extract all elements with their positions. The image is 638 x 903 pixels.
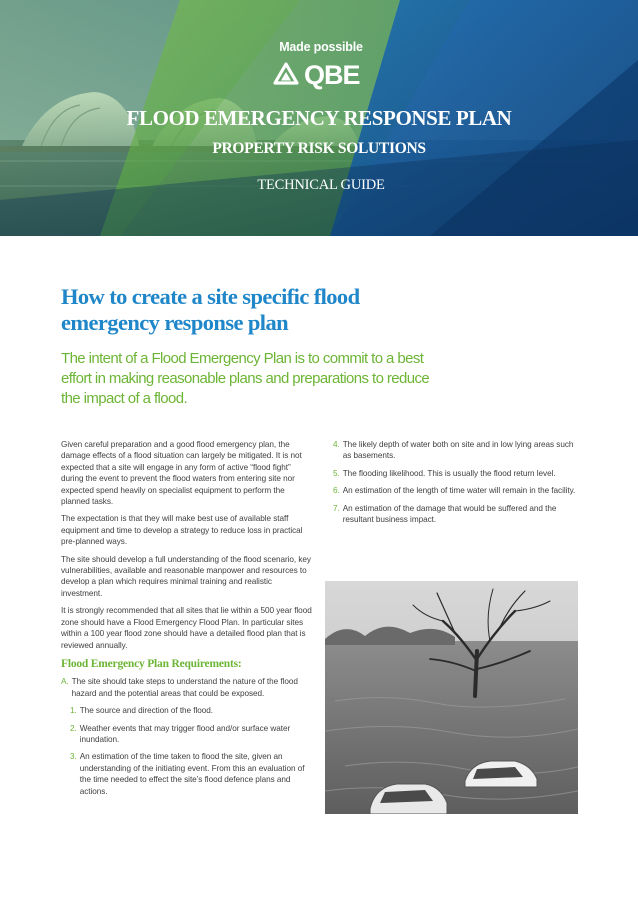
- body-paragraph: The site should develop a full understanding of the flood scenario, key vulnerabilities, available and reasonable manpower and resources to develop a plan which requires minimal training and realistic investment.: [61, 554, 311, 598]
- list-item-text: An estimation of the time taken to flood the site, given an understanding of the initiating event. From this an evaluation of the time needed to effect the site’s flood defence plans and actions.: [79, 752, 305, 796]
- flood-photo: [325, 581, 578, 814]
- list-item-a: [61, 676, 313, 699]
- list-marker: 4.: [333, 440, 340, 449]
- document-subtitle: PROPERTY RISK SOLUTIONS: [212, 140, 426, 157]
- main-heading: [61, 284, 511, 336]
- list-item-text: The site should take steps to understand the nature of the flood hazard and the potential areas that could be exposed.: [71, 677, 298, 698]
- body-paragraph: Given careful preparation and a good flood emergency plan, the damage effects of a flood situation can largely be mitigated. It is not expected that a site will engage in any form of active “flood fight” during the event to prevent the flood waters from entering site nor expected spend heavily on specialist equipment to perform the planned tasks.: [61, 440, 302, 507]
- intro-line-2: effort in making reasonable plans and preparations to reduce: [61, 370, 430, 387]
- qbe-triangle-icon: [272, 61, 300, 89]
- body-paragraph: The expectation is that they will make best use of available staff equipment and time to develop a strategy to reduce loss in practical pre-planned ways.: [61, 514, 303, 547]
- header-banner: [0, 0, 638, 236]
- list-marker: 7.: [333, 503, 340, 513]
- list-item: [333, 468, 578, 479]
- list-item: [333, 503, 578, 526]
- list-item: [70, 751, 313, 797]
- list-item-text: An estimation of the damage that would be suffered and the resultant business impact.: [342, 503, 557, 525]
- list-item: [333, 485, 578, 496]
- list-item: [70, 723, 313, 746]
- requirements-heading: Flood Emergency Plan Requirements:: [61, 657, 242, 670]
- list-item-text: The likely depth of water both on site and in low lying areas such as basements.: [342, 440, 574, 461]
- brand-tagline: Made possible: [279, 40, 363, 54]
- logo-wordmark: QBE: [304, 60, 360, 90]
- list-item-text: The source and direction of the flood.: [79, 706, 214, 716]
- main-heading-line-1: How to create a site specific flood: [61, 284, 360, 309]
- list-marker: 3.: [70, 752, 77, 762]
- qbe-logo: [272, 60, 372, 90]
- left-column: [61, 439, 313, 803]
- list-item-text: Weather events that may trigger flood and/or surface water inundation.: [79, 723, 291, 744]
- intro-line-1: The intent of a Flood Emergency Plan is to commit to a best: [61, 350, 424, 367]
- document-title: FLOOD EMERGENCY RESPONSE PLAN: [126, 106, 512, 130]
- document-type-label: TECHNICAL GUIDE: [257, 177, 385, 193]
- list-marker: 1.: [70, 706, 77, 716]
- list-marker: 5.: [333, 468, 340, 478]
- intro-line-3: the impact of a flood.: [61, 390, 188, 407]
- list-marker: 2.: [70, 723, 77, 733]
- list-item: [70, 705, 313, 716]
- list-item-text: The flooding likelihood. This is usually the flood return level.: [342, 468, 556, 478]
- list-marker: A.: [61, 677, 69, 687]
- list-item: [333, 439, 578, 462]
- main-heading-line-2: emergency response plan: [61, 310, 289, 335]
- sub-list: [61, 705, 313, 797]
- list-item-text: An estimation of the length of time water will remain in the facility.: [342, 486, 576, 496]
- right-column: [333, 439, 578, 531]
- flooded-cars-photo: [325, 581, 578, 814]
- body-paragraph: It is strongly recommended that all sites that lie within a 500 year flood zone should have a Flood Emergency Flood Plan. In particular sites within a 100 year flood zone should have a detailed flood plan that is reviewed annually.: [61, 606, 312, 650]
- list-marker: 6.: [333, 486, 340, 496]
- intro-statement: [61, 349, 531, 409]
